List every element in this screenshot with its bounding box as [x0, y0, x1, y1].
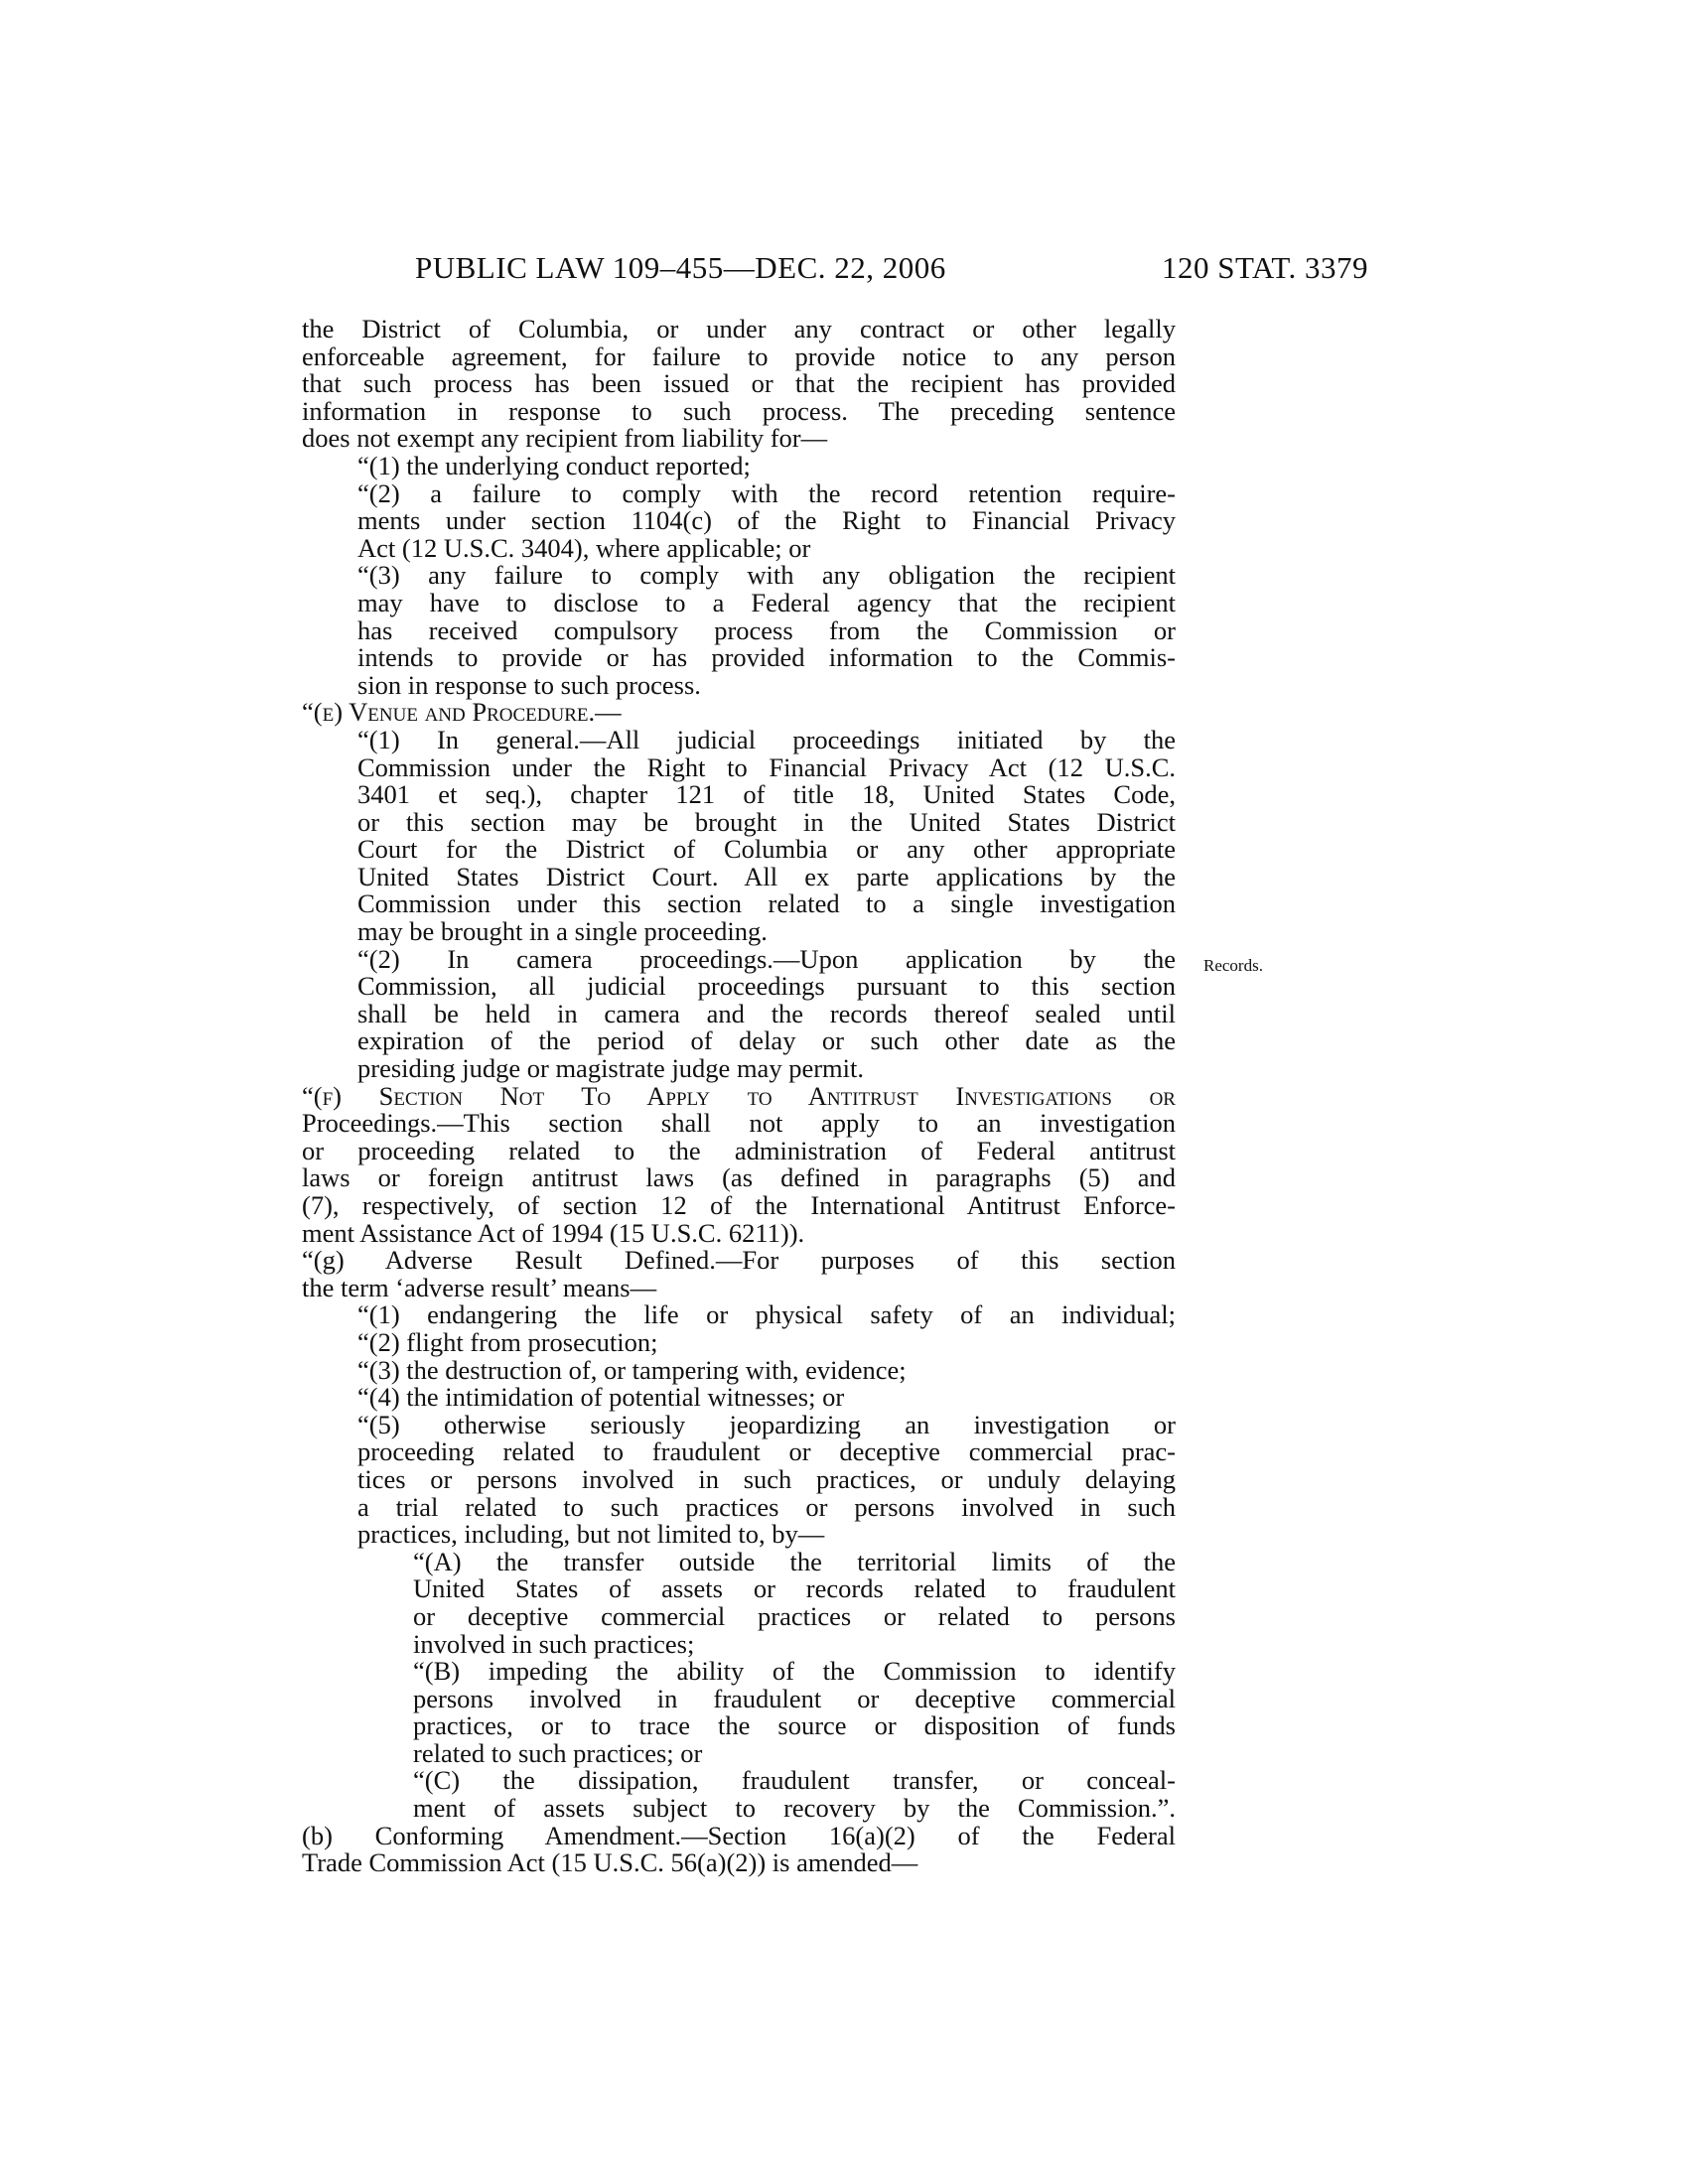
text-line: proceeding related to fraudulent or deceptive commercial prac-	[357, 1436, 1176, 1467]
text-line: 3401 et seq.), chapter 121 of title 18, United States Code,	[357, 779, 1176, 810]
text-line: sion in response to such process.	[357, 669, 701, 700]
section-heading: (b) Conforming Amendment.—Section 16(a)(2) of the Federal	[302, 1820, 1176, 1850]
text-line: “(2) flight from prosecution;	[357, 1326, 658, 1357]
text-line: “(3) the destruction of, or tampering with, evidence;	[357, 1354, 907, 1385]
text-line: ment Assistance Act of 1994 (15 U.S.C. 6211)).	[302, 1217, 805, 1248]
text-line: a trial related to such practices or persons involved in such	[357, 1491, 1176, 1522]
text-line: tices or persons involved in such practices, or unduly delaying	[357, 1463, 1176, 1494]
section-heading: “(g) Adverse Result Defined.—For purposes of this section	[302, 1245, 1176, 1276]
text-line: United States of assets or records related to fraudulent	[413, 1573, 1176, 1604]
text-line: or proceeding related to the administration of Federal antitrust	[302, 1135, 1176, 1165]
document-body	[302, 316, 1176, 1877]
text-line: Act (12 U.S.C. 3404), where applicable; or	[357, 532, 811, 563]
text-line: Commission, all judicial proceedings pursuant to this section	[357, 971, 1176, 1002]
text-line: involved in such practices;	[413, 1628, 695, 1659]
text-line: Proceedings.—This section shall not apply to an investigation	[302, 1108, 1176, 1139]
text-line: related to such practices; or	[413, 1737, 703, 1768]
text-line: “(5) otherwise seriously jeopardizing an investigation or	[357, 1409, 1176, 1439]
text-line: that such process has been issued or that the recipient has provided	[302, 368, 1176, 399]
text-line: persons involved in fraudulent or deceptive commercial	[413, 1683, 1176, 1713]
text-line: Trade Commission Act (15 U.S.C. 56(a)(2)) is amended—	[302, 1847, 918, 1878]
text-line: “(1) In general.—All judicial proceedings initiated by the	[357, 724, 1176, 754]
text-line: shall be held in camera and the records thereof sealed until	[357, 998, 1176, 1028]
text-line: United States District Court. All ex parte applications by the	[357, 861, 1176, 891]
text-line: the term ‘adverse result’ means—	[302, 1272, 657, 1302]
text-line: may have to disclose to a Federal agency that the recipient	[357, 587, 1176, 617]
public-law-title: PUBLIC LAW 109–455—DEC. 22, 2006	[415, 250, 946, 285]
text-line: “(1) the underlying conduct reported;	[357, 450, 751, 480]
text-line: or this section may be brought in the United States District	[357, 806, 1176, 837]
text-line: enforceable agreement, for failure to provide notice to any person	[302, 341, 1176, 371]
text-line: (7), respectively, of section 12 of the International Antitrust Enforce-	[302, 1190, 1176, 1220]
text-line: Commission under the Right to Financial Privacy Act (12 U.S.C.	[357, 751, 1176, 782]
section-heading: “(e) Venue and Procedure.—	[302, 697, 622, 728]
text-line: expiration of the period of delay or such other date as the	[357, 1025, 1176, 1056]
text-line: Court for the District of Columbia or any other appropriate	[357, 834, 1176, 865]
text-line: intends to provide or has provided information to the Commis-	[357, 642, 1176, 673]
text-line: Commission under this section related to a single investigation	[357, 888, 1176, 919]
text-line: “(1) endangering the life or physical safety of an individual;	[357, 1299, 1176, 1330]
text-line: “(A) the transfer outside the territorial limits of the	[413, 1546, 1176, 1576]
text-line: presiding judge or magistrate judge may permit.	[357, 1053, 864, 1084]
text-line: “(B) impeding the ability of the Commission to identify	[413, 1656, 1176, 1687]
text-line: “(C) the dissipation, fraudulent transfer, or conceal-	[413, 1765, 1176, 1796]
text-line: ments under section 1104(c) of the Right to Financial Privacy	[357, 505, 1176, 536]
text-line: “(4) the intimidation of potential witnesses; or	[357, 1382, 845, 1413]
text-line: the District of Columbia, or under any contract or other legally	[302, 314, 1176, 343]
text-line: “(2) In camera proceedings.—Upon application by the	[357, 943, 1176, 974]
text-line: practices, or to trace the source or disposition of funds	[413, 1710, 1176, 1741]
section-heading: “(f) Section Not To Apply to Antitrust Investigations or	[302, 1080, 1176, 1111]
text-line: does not exempt any recipient from liability for—	[302, 423, 828, 454]
text-line: may be brought in a single proceeding.	[357, 916, 768, 947]
margin-note-records: Records.	[1203, 956, 1263, 975]
text-line: ment of assets subject to recovery by the Commission.”.	[413, 1793, 1176, 1824]
text-line: “(2) a failure to comply with the record retention require-	[357, 478, 1176, 508]
text-line: or deceptive commercial practices or related to persons	[413, 1600, 1176, 1631]
text-line: “(3) any failure to comply with any obligation the recipient	[357, 560, 1176, 591]
text-line: practices, including, but not limited to, by—	[357, 1519, 825, 1550]
text-line: information in response to such process. The preceding sentence	[302, 395, 1176, 426]
text-line: has received compulsory process from the Commission or	[357, 614, 1176, 645]
statute-page-number: 120 STAT. 3379	[1161, 250, 1368, 285]
text-line: laws or foreign antitrust laws (as defined in paragraphs (5) and	[302, 1162, 1176, 1193]
page-header	[415, 250, 1368, 290]
